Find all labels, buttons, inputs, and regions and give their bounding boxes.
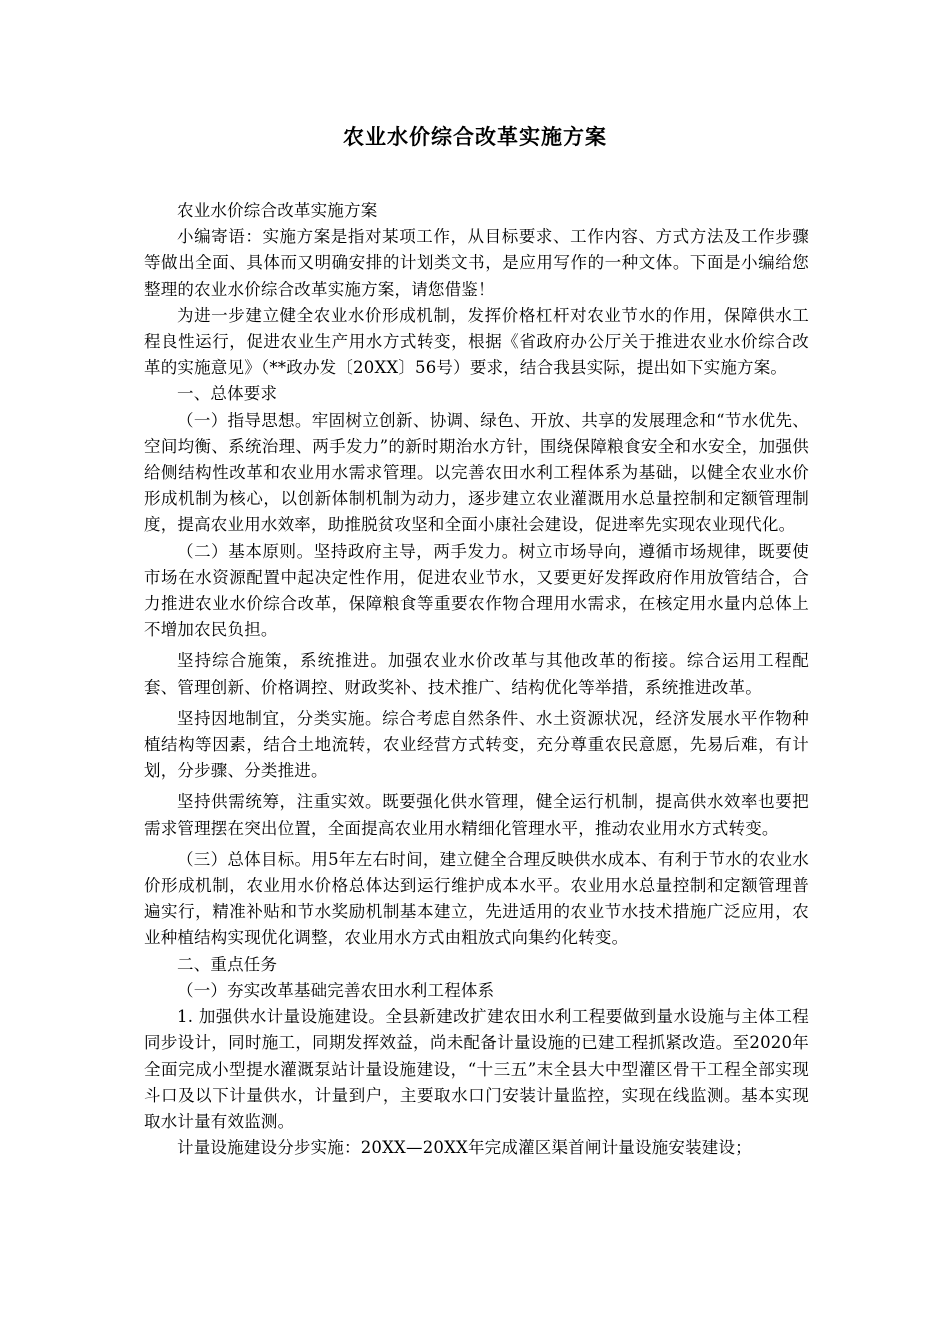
heading-key-tasks: 二、重点任务 — [177, 954, 278, 974]
document-body — [144, 198, 809, 1161]
paragraph-metering-steps: 计量设施建设分步实施：20XX—20XX年完成灌区渠首闸计量设施安装建设； — [177, 1138, 752, 1158]
paragraph-metering-facilities: 1. 加强供水计量设施建设。全县新建改扩建农田水利工程要做到量水设施与主体工程同步设计，同时施工，同期发挥效益，尚未配备计量设施的已建工程抓紧改造。至2020年全面完成小型提水灌溉泵站计量设施建设，“十三五”末全县大中型灌区骨干工程全部实现斗口及以下计量供水，计量到户，主要取水口门安装计量监控，实现在线监测。基本实现取水计量有效监测。 — [144, 1007, 809, 1131]
paragraph-supply-demand: 坚持供需统筹，注重实效。既要强化供水管理，健全运行机制，提高供水效率也要把需求管理摆在突出位置，全面提高农业用水精细化管理水平，推动农业用水方式转变。 — [144, 792, 809, 838]
paragraph-intro: 为进一步建立健全农业水价形成机制，发挥价格杠杆对农业节水的作用，保障供水工程良性运行，促进农业生产用水方式转变，根据《省政府办公厅关于推进农业水价综合改革的实施意见》（**政办发〔20XX〕56号）要求，结合我县实际，提出如下实施方案。 — [144, 305, 809, 378]
paragraph-local-conditions: 坚持因地制宜，分类实施。综合考虑自然条件、水土资源状况，经济发展水平作物种植结构等因素，结合土地流转，农业经营方式转变，充分尊重农民意愿，先易后难，有计划，分步骤、分类推进。 — [144, 708, 809, 781]
heading-task-one: （一）夯实改革基础完善农田水利工程体系 — [177, 980, 495, 1000]
paragraph-subtitle: 农业水价综合改革实施方案 — [177, 201, 378, 220]
paragraph-comprehensive-measures: 坚持综合施策，系统推进。加强农业水价改革与其他改革的衔接。综合运用工程配套、管理创新、价格调控、财政奖补、技术推广、结构优化等举措，系统推进改革。 — [144, 651, 809, 697]
paragraph-basic-principles: （二）基本原则。坚持政府主导，两手发力。树立市场导向，遵循市场规律，既要使市场在水资源配置中起决定性作用，促进农业节水，又要更好发挥政府作用放管结合，合力推进农业水价综合改革，保障粮食等重要农作物合理用水需求，在核定用水量内总体上不增加农民负担。 — [144, 541, 809, 640]
paragraph-overall-goal: （三）总体目标。用5年左右时间，建立健全合理反映供水成本、有利于节水的农业水价形成机制，农业用水价格总体达到运行维护成本水平。农业用水总量控制和定额管理普遍实行，精准补贴和节水奖励机制基本建立，先进适用的农业节水技术措施广泛应用，农业种植结构实现优化调整，农业用水方式由粗放式向集约化转变。 — [144, 849, 809, 948]
document-title: 农业水价综合改革实施方案 — [343, 125, 607, 149]
heading-general-requirements: 一、总体要求 — [177, 384, 278, 404]
paragraph-guiding-ideology: （一）指导思想。牢固树立创新、协调、绿色、开放、共享的发展理念和“节水优先、空间均衡、系统治理、两手发力”的新时期治水方针，围绕保障粮食安全和水安全，加强供给侧结构性改革和农业用水需求管理。以完善农田水利工程体系为基础，以健全农业水价形成机制为核心，以创新体制机制为动力，逐步建立农业灌溉用水总量控制和定额管理制度，提高农业用水效率，助推脱贫攻坚和全面小康社会建设，促进率先实现农业现代化。 — [144, 410, 809, 535]
paragraph-editor-note: 小编寄语：实施方案是指对某项工作，从目标要求、工作内容、方式方法及工作步骤等做出全面、具体而又明确安排的计划类文书，是应用写作的一种文体。下面是小编给您整理的农业水价综合改革实施方案，请您借鉴！ — [144, 227, 809, 299]
